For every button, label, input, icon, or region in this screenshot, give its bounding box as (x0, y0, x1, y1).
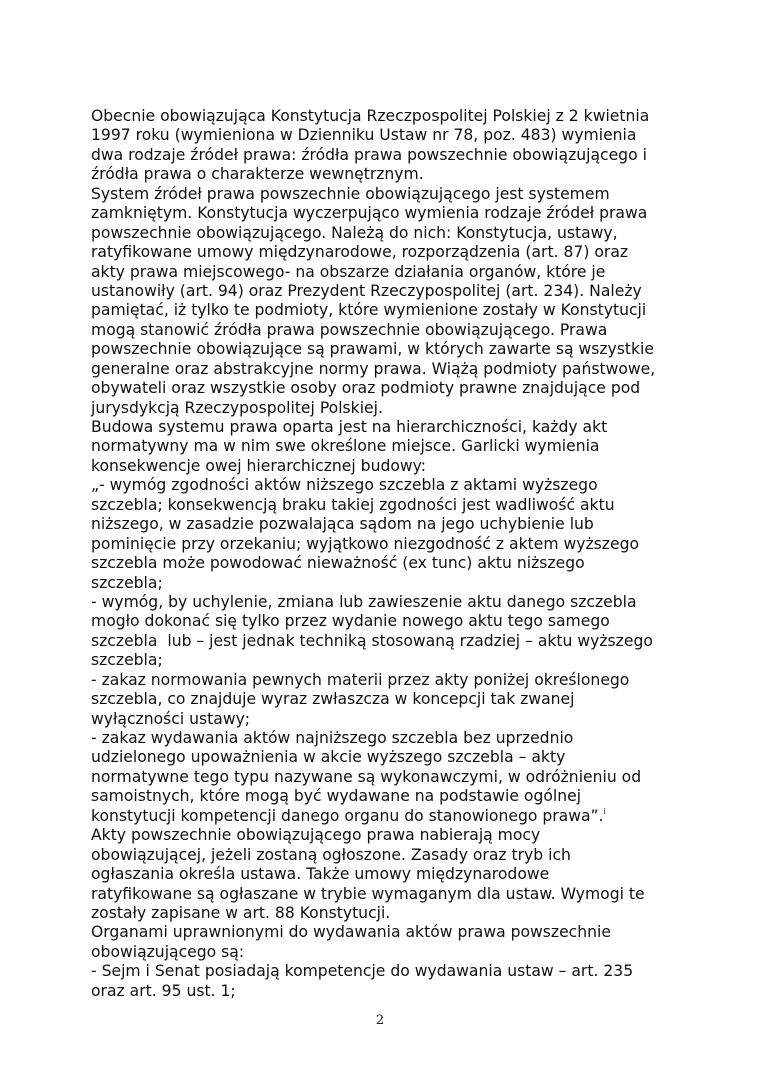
text-line: ustanowiły (art. 94) oraz Prezydent Rzeczypospolitej (art. 234). Należy (91, 281, 642, 300)
text-line: - zakaz normowania pewnych materii przez akty poniżej określonego (91, 670, 630, 689)
text-line: szczebla; (91, 651, 163, 670)
text-line: powszechnie obowiązujące są prawami, w których zawarte są wszystkie (91, 340, 654, 359)
text-line: dwa rodzaje źródeł prawa: źródła prawa powszechnie obowiązującego i (91, 145, 647, 164)
text-line: Budowa systemu prawa oparta jest na hierarchiczności, każdy akt (91, 418, 608, 436)
text-line: pamiętać, iż tylko te podmioty, które wymienione zostały w Konstytucji (91, 301, 647, 320)
text-line: szczebla; (91, 573, 163, 592)
text-line-content: konstytucji kompetencji danego organu do stanowionego prawa”. (91, 806, 604, 825)
page-number: 2 (375, 1013, 385, 1028)
text-line: niższego, w zasadzie pozwalająca sądom na jego uchybienie lub (91, 515, 594, 534)
text-line: - wymóg, by uchylenie, zmiana lub zawieszenie aktu danego szczebla (91, 592, 637, 611)
text-line: System źródeł prawa powszechnie obowiązującego jest systemem (91, 184, 610, 203)
text-line: Organami uprawnionymi do wydawania aktów prawa powszechnie (91, 923, 611, 942)
text-line-with-footnote (91, 807, 681, 826)
text-line: mogło dokonać się tylko przez wydanie nowego aktu tego samego (91, 612, 610, 631)
body-text (91, 107, 681, 1001)
text-line: ogłaszania określa ustawa. Także umowy międzynarodowe (91, 865, 550, 884)
text-line: mogą stanowić źródła prawa powszechnie obowiązującego. Prawa (91, 320, 608, 339)
text-line: szczebla lub – jest jednak techniką stosowaną rzadziej – aktu wyższego (91, 631, 653, 650)
text-line: zamkniętym. Konstytucja wyczerpująco wymienia rodzaje źródeł prawa (91, 204, 648, 223)
text-line: szczebla; konsekwencją braku takiej zgodności jest wadliwość aktu (91, 495, 615, 514)
text-line: ratyfikowane umowy międzynarodowe, rozporządzenia (art. 87) oraz (91, 243, 629, 262)
footnote-reference[interactable]: i (603, 806, 606, 816)
text-line: generalne oraz abstrakcyjne normy prawa. Wiążą podmioty państwowe, (91, 359, 656, 378)
text-line: oraz art. 95 ust. 1; (91, 981, 236, 1000)
text-line: obywateli oraz wszystkie osoby oraz podmioty prawne znajdujące pod (91, 379, 641, 398)
text-line: akty prawa miejscowego- na obszarze działania organów, które je (91, 262, 606, 281)
text-line: źródła prawa o charakterze wewnętrznym. (91, 165, 424, 184)
text-line: - zakaz wydawania aktów najniższego szczebla bez uprzednio (91, 729, 574, 747)
text-line: Obecnie obowiązująca Konstytucja Rzeczpospolitej Polskiej z 2 kwietnia (91, 107, 650, 125)
text-line: normatywne tego typu nazywane są wykonawczymi, w odróżnieniu od (91, 767, 642, 786)
text-line: wyłączności ustawy; (91, 709, 251, 728)
text-line: udzielonego upoważnienia w akcie wyższego szczebla – akty (91, 748, 566, 767)
text-line: normatywny ma w nim swe określone miejsce. Garlicki wymienia (91, 437, 600, 456)
text-line: „- wymóg zgodności aktów niższego szczebla z aktami wyższego (91, 476, 598, 495)
text-line: konsekwencje owej hierarchicznej budowy: (91, 456, 426, 475)
text-line: - Sejm i Senat posiadają kompetencje do wydawania ustaw – art. 235 (91, 962, 634, 981)
text-line: zostały zapisane w art. 88 Konstytucji. (91, 903, 391, 922)
text-line: powszechnie obowiązującego. Należą do nich: Konstytucja, ustawy, (91, 223, 618, 242)
text-line: obowiązującego są: (91, 942, 245, 961)
text-line: pominięcie przy orzekaniu; wyjątkowo niezgodność z aktem wyższego (91, 534, 640, 553)
text-line: Akty powszechnie obowiązującego prawa nabierają mocy (91, 826, 541, 845)
text-line: ratyfikowane są ogłaszane w trybie wymaganym dla ustaw. Wymogi te (91, 884, 645, 903)
text-line: szczebla może powodować nieważność (ex tunc) aktu niższego (91, 554, 585, 573)
text-line: samoistnych, które mogą być wydawane na podstawie ogólnej (91, 787, 582, 806)
text-line: szczebla, co znajduje wyraz zwłaszcza w koncepcji tak zwanej (91, 690, 575, 709)
text-line: 1997 roku (wymieniona w Dzienniku Ustaw nr 78, poz. 483) wymienia (91, 126, 637, 145)
text-line: obowiązującej, jeżeli zostaną ogłoszone. Zasady oraz tryb ich (91, 845, 571, 864)
text-line: jurysdykcją Rzeczypospolitej Polskiej. (91, 398, 383, 417)
